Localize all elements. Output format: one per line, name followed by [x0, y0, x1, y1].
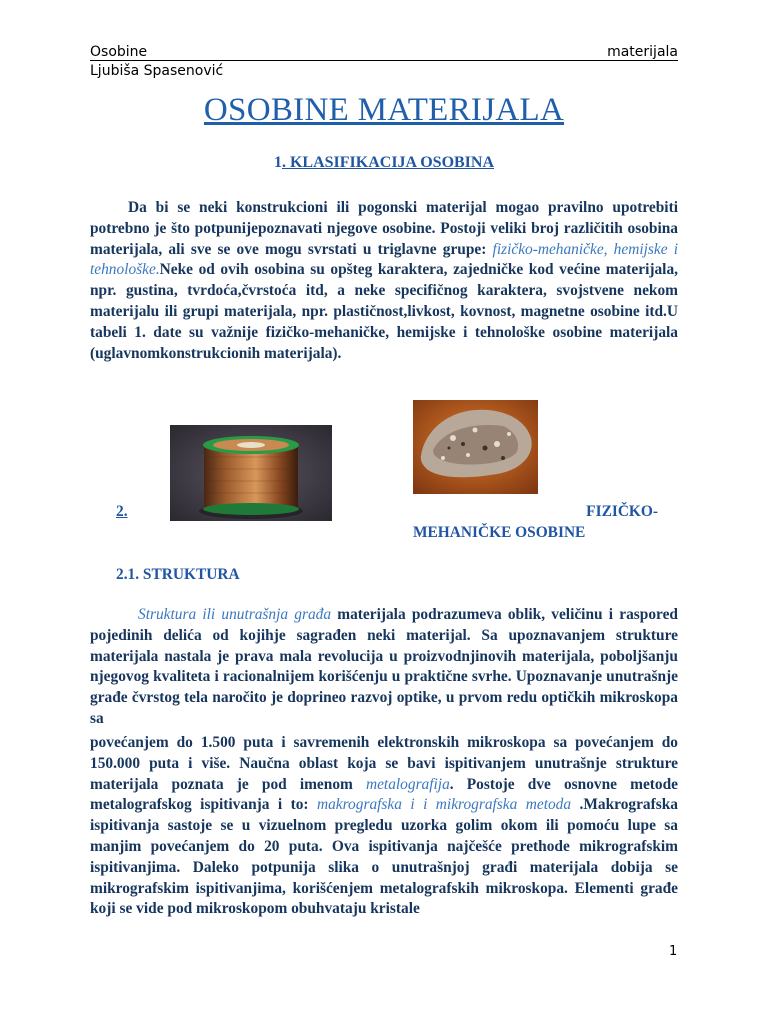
- struktura-text-3: . Postoje dve osnovne metode metalografskog ispitivanja i to:: [90, 775, 679, 814]
- intro-text-2: Neke od ovih osobina su opšteg karaktera, zajedničke kod većine materijala, npr. gustina, tvrdoća,čvrstoća itd, a neke specifičnog karaktera, svojstvene nekom materijalu ili grupi materijala, npr. plastičnost,livkost, kovnost, magnetne osobine itd.U tabeli 1. date su važnije fizičko-mehaničke, hemijske i tehnološke osobine materijala (uglavnomkonstrukcionih materijala).: [90, 261, 678, 362]
- section-1-number: 1: [273, 154, 282, 171]
- intro-italic: fizičko-mehaničke, hemijske i tehnološke.: [90, 240, 678, 279]
- struktura-paragraph-2: [90, 733, 678, 920]
- struktura-paragraph-1: [90, 605, 678, 730]
- section-2-number: 2.: [116, 503, 128, 520]
- struktura-text-1: materijala podrazumeva oblik, veličinu i raspored pojedinih delića od kojihje sagrađen neki materijal. Sa upoznavanjem strukture materijala nastala je prava mala revolucija u proizvodnjinovih materijala, poboljšanju njegovog kvaliteta i racionalnijem korišćenju u praktične svrhe. Upoznavanje unutrašnje građe čvrstog tela naročito je doprineo razvoj optike, u prvom redu optičkih mikroskopa sa: [90, 606, 678, 727]
- wire-spool-image: [170, 425, 332, 521]
- section-2-title-line2: MEHANIČKE OSOBINE: [413, 524, 586, 541]
- intro-paragraph: [90, 198, 678, 364]
- section-1-heading: [0, 154, 768, 172]
- section-2-title-line1: FIZIČKO-: [586, 503, 658, 520]
- struktura-text-2: povećanjem do 1.500 puta i savremenih elektronskih mikroskopa sa povećanjem do 150.000 puta i više. Naučna oblast koja se bavi ispitivanjem unutrašnje strukture materijala poznata je pod imenom: [90, 734, 678, 793]
- header-right: materijala: [607, 44, 678, 60]
- header-left: Osobine: [90, 44, 148, 60]
- header-rule: [90, 60, 678, 61]
- header-author: Ljubiša Spasenović: [90, 63, 224, 79]
- document-title: OSOBINE MATERIJALA: [203, 92, 565, 128]
- rock-image: [413, 400, 538, 494]
- section-1-title: . KLASIFIKACIJA OSOBINA: [281, 154, 495, 171]
- intro-text-1: Da bi se neki konstrukcioni ili pogonski materijal mogao pravilno upotrebiti potrebno je što potpunijepoznavati njegove osobine. Postoji veliki broj različitih osobina materijala, ali sve se ove mogu svrstati u triglavne grupe:: [90, 199, 678, 258]
- struktura-italic-3: makrografska i i mikrografska metoda: [317, 796, 572, 814]
- struktura-text-4: .Makrografska ispitivanja sastoje se u vizuelnom pregledu uzorka golim okom ili pomoću lupe sa manjim povećanjem do 20 puta. Ova ispitivanja najčešće prethode mikrografskim ispitivanjima. Daleko potpunija slika o unutrašnjoj građi materijala dobija se mikrografskim ispitivanjima, korišćenjem metalografskih mikroskopa. Elementi građe koji se vide pod mikroskopom obuhvataju kristale: [90, 796, 678, 918]
- page-number: 1: [669, 944, 678, 959]
- struktura-italic-2: metalografija: [365, 775, 450, 793]
- struktura-italic-1: Struktura ili unutrašnja građa: [138, 606, 332, 623]
- section-2-1-heading: 2.1. STRUKTURA: [116, 566, 240, 583]
